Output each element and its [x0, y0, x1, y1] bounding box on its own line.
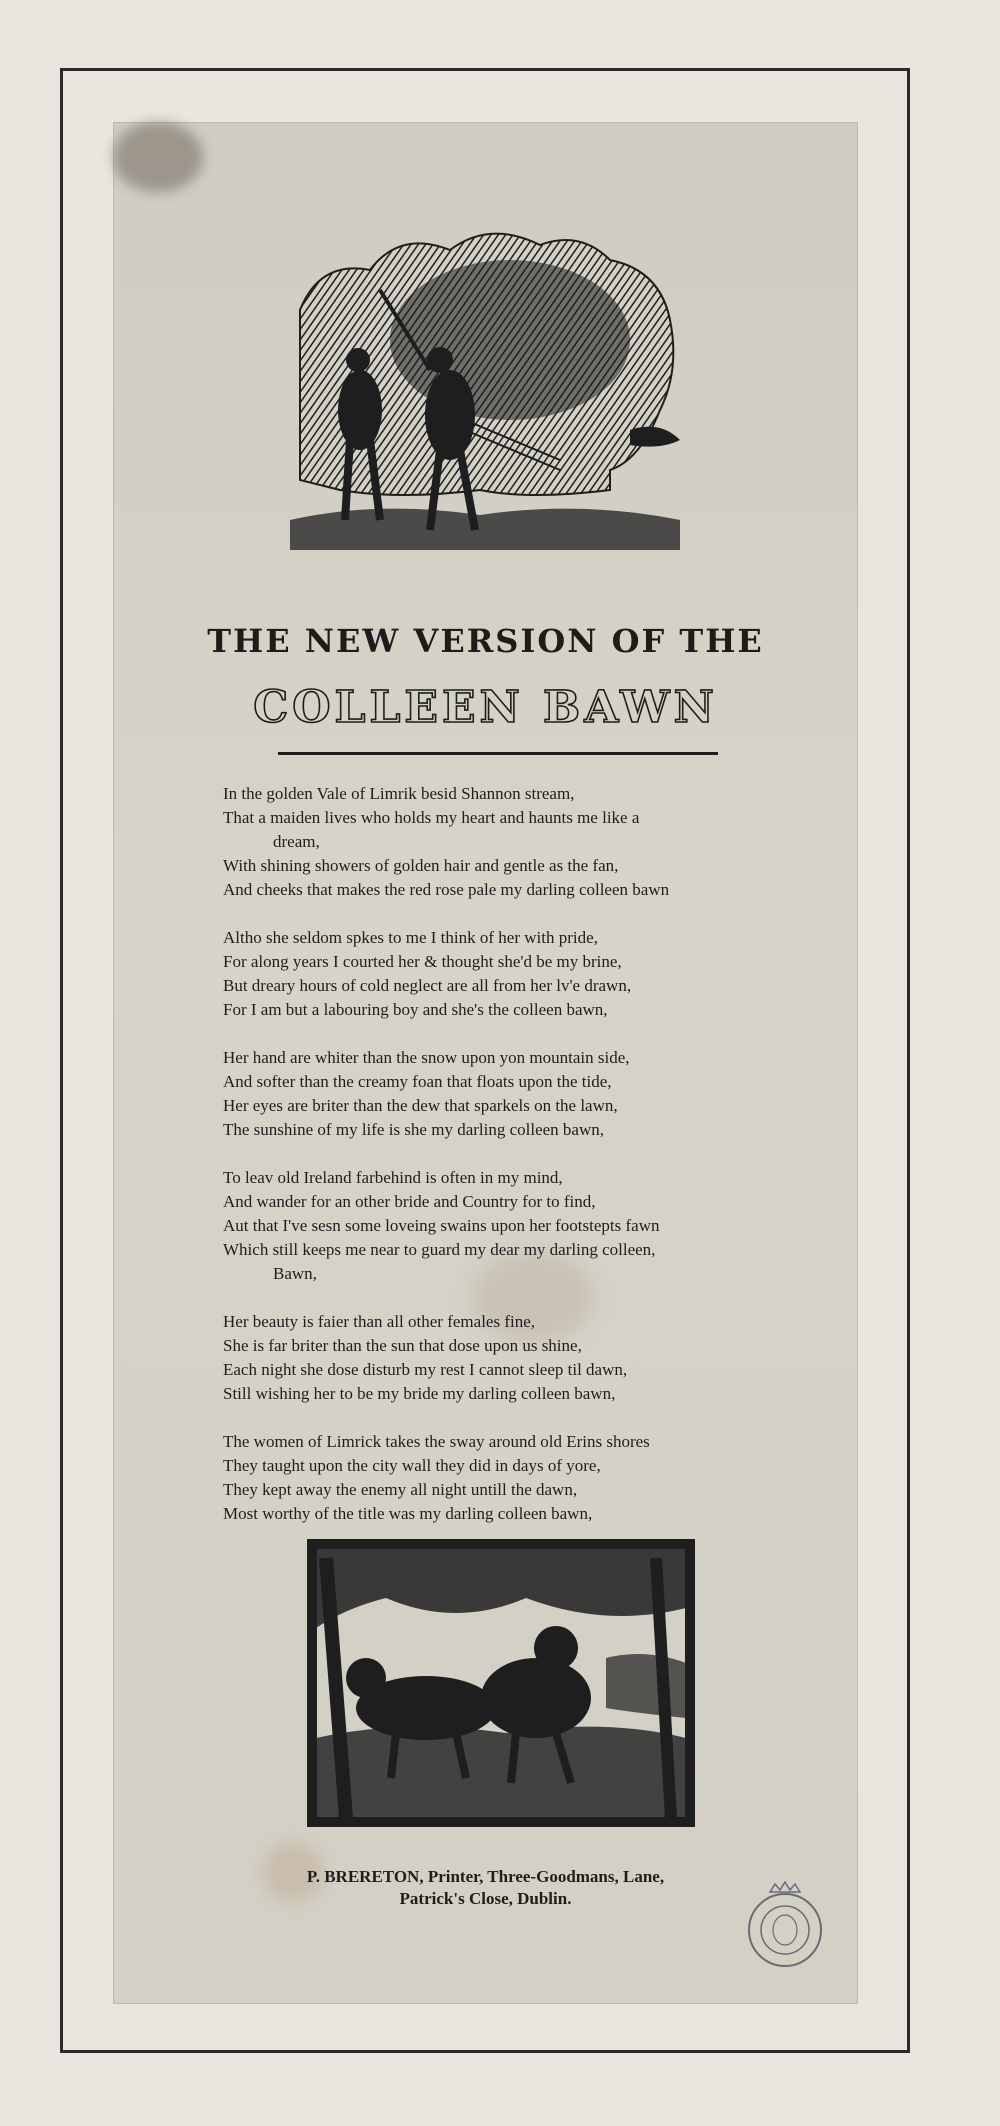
poem-line: dream,	[273, 832, 320, 851]
paper-stain	[113, 122, 203, 192]
poem-line: For along years I courted her & thought she'd be my brine,	[223, 952, 622, 971]
poem-line: For I am but a labouring boy and she's the colleen bawn,	[223, 1000, 608, 1019]
poem-line: They kept away the enemy all night untill the dawn,	[223, 1480, 578, 1499]
stanza	[223, 1166, 823, 1286]
poem-line: Still wishing her to be my bride my darling colleen bawn,	[223, 1384, 616, 1403]
poem-line: Which still keeps me near to guard my dear my darling colleen,	[223, 1240, 656, 1259]
poem-line: Aut that I've sesn some loveing swains upon her footstepts fawn	[223, 1216, 660, 1235]
poem-line: Each night she dose disturb my rest I cannot sleep til dawn,	[223, 1360, 628, 1379]
poem-line: She is far briter than the sun that dose upon us shine,	[223, 1336, 582, 1355]
poem-text	[223, 782, 823, 1550]
poem-line: Altho she seldom spkes to me I think of her with pride,	[223, 928, 598, 947]
poem-line: And wander for an other bride and Country for to find,	[223, 1192, 596, 1211]
poem-line: And softer than the creamy foan that floats upon the tide,	[223, 1072, 612, 1091]
stanza	[223, 782, 823, 902]
poem-line: That a maiden lives who holds my heart and haunts me like a	[223, 808, 640, 827]
poem-line: They taught upon the city wall they did in days of yore,	[223, 1456, 601, 1475]
title-line-2: COLLEEN BAWN	[253, 682, 718, 733]
woodcut-illustration-hunters	[280, 200, 690, 570]
poem-line: Bawn,	[273, 1264, 317, 1283]
broadside-sheet	[113, 122, 858, 2004]
poem-line: Most worthy of the title was my darling colleen bawn,	[223, 1504, 593, 1523]
poem-line: To leav old Ireland farbehind is often in my mind,	[223, 1168, 563, 1187]
stanza	[223, 926, 823, 1022]
poem-line: With shining showers of golden hair and gentle as the fan,	[223, 856, 619, 875]
title-line-1: THE NEW VERSION OF THE	[207, 622, 764, 660]
poem-line: Her eyes are briter than the dew that sparkels on the lawn,	[223, 1096, 618, 1115]
poem-line: Her hand are whiter than the snow upon yon mountain side,	[223, 1048, 630, 1067]
poem-line: In the golden Vale of Limrik besid Shannon stream,	[223, 784, 575, 803]
poem-line: Her beauty is faier than all other females fine,	[223, 1312, 536, 1331]
stanza	[223, 1046, 823, 1142]
poem-line: The women of Limrick takes the sway around old Erins shores	[223, 1432, 650, 1451]
stanza	[223, 1430, 823, 1526]
imprint-line-1: P. BRERETON, Printer, Three-Goodmans, Lane,	[306, 1867, 665, 1886]
poem-line: And cheeks that makes the red rose pale my darling colleen bawn	[223, 880, 670, 899]
poem-line: But dreary hours of cold neglect are all from her lv'e drawn,	[223, 976, 632, 995]
woodcut-illustration-dogs	[306, 1538, 696, 1828]
poem-line: The sunshine of my life is she my darling colleen bawn,	[223, 1120, 604, 1139]
title-rule	[278, 752, 718, 755]
imprint-line-2: Patrick's Close, Dublin.	[399, 1889, 572, 1908]
library-stamp-seal	[740, 1880, 830, 1970]
stanza	[223, 1310, 823, 1406]
